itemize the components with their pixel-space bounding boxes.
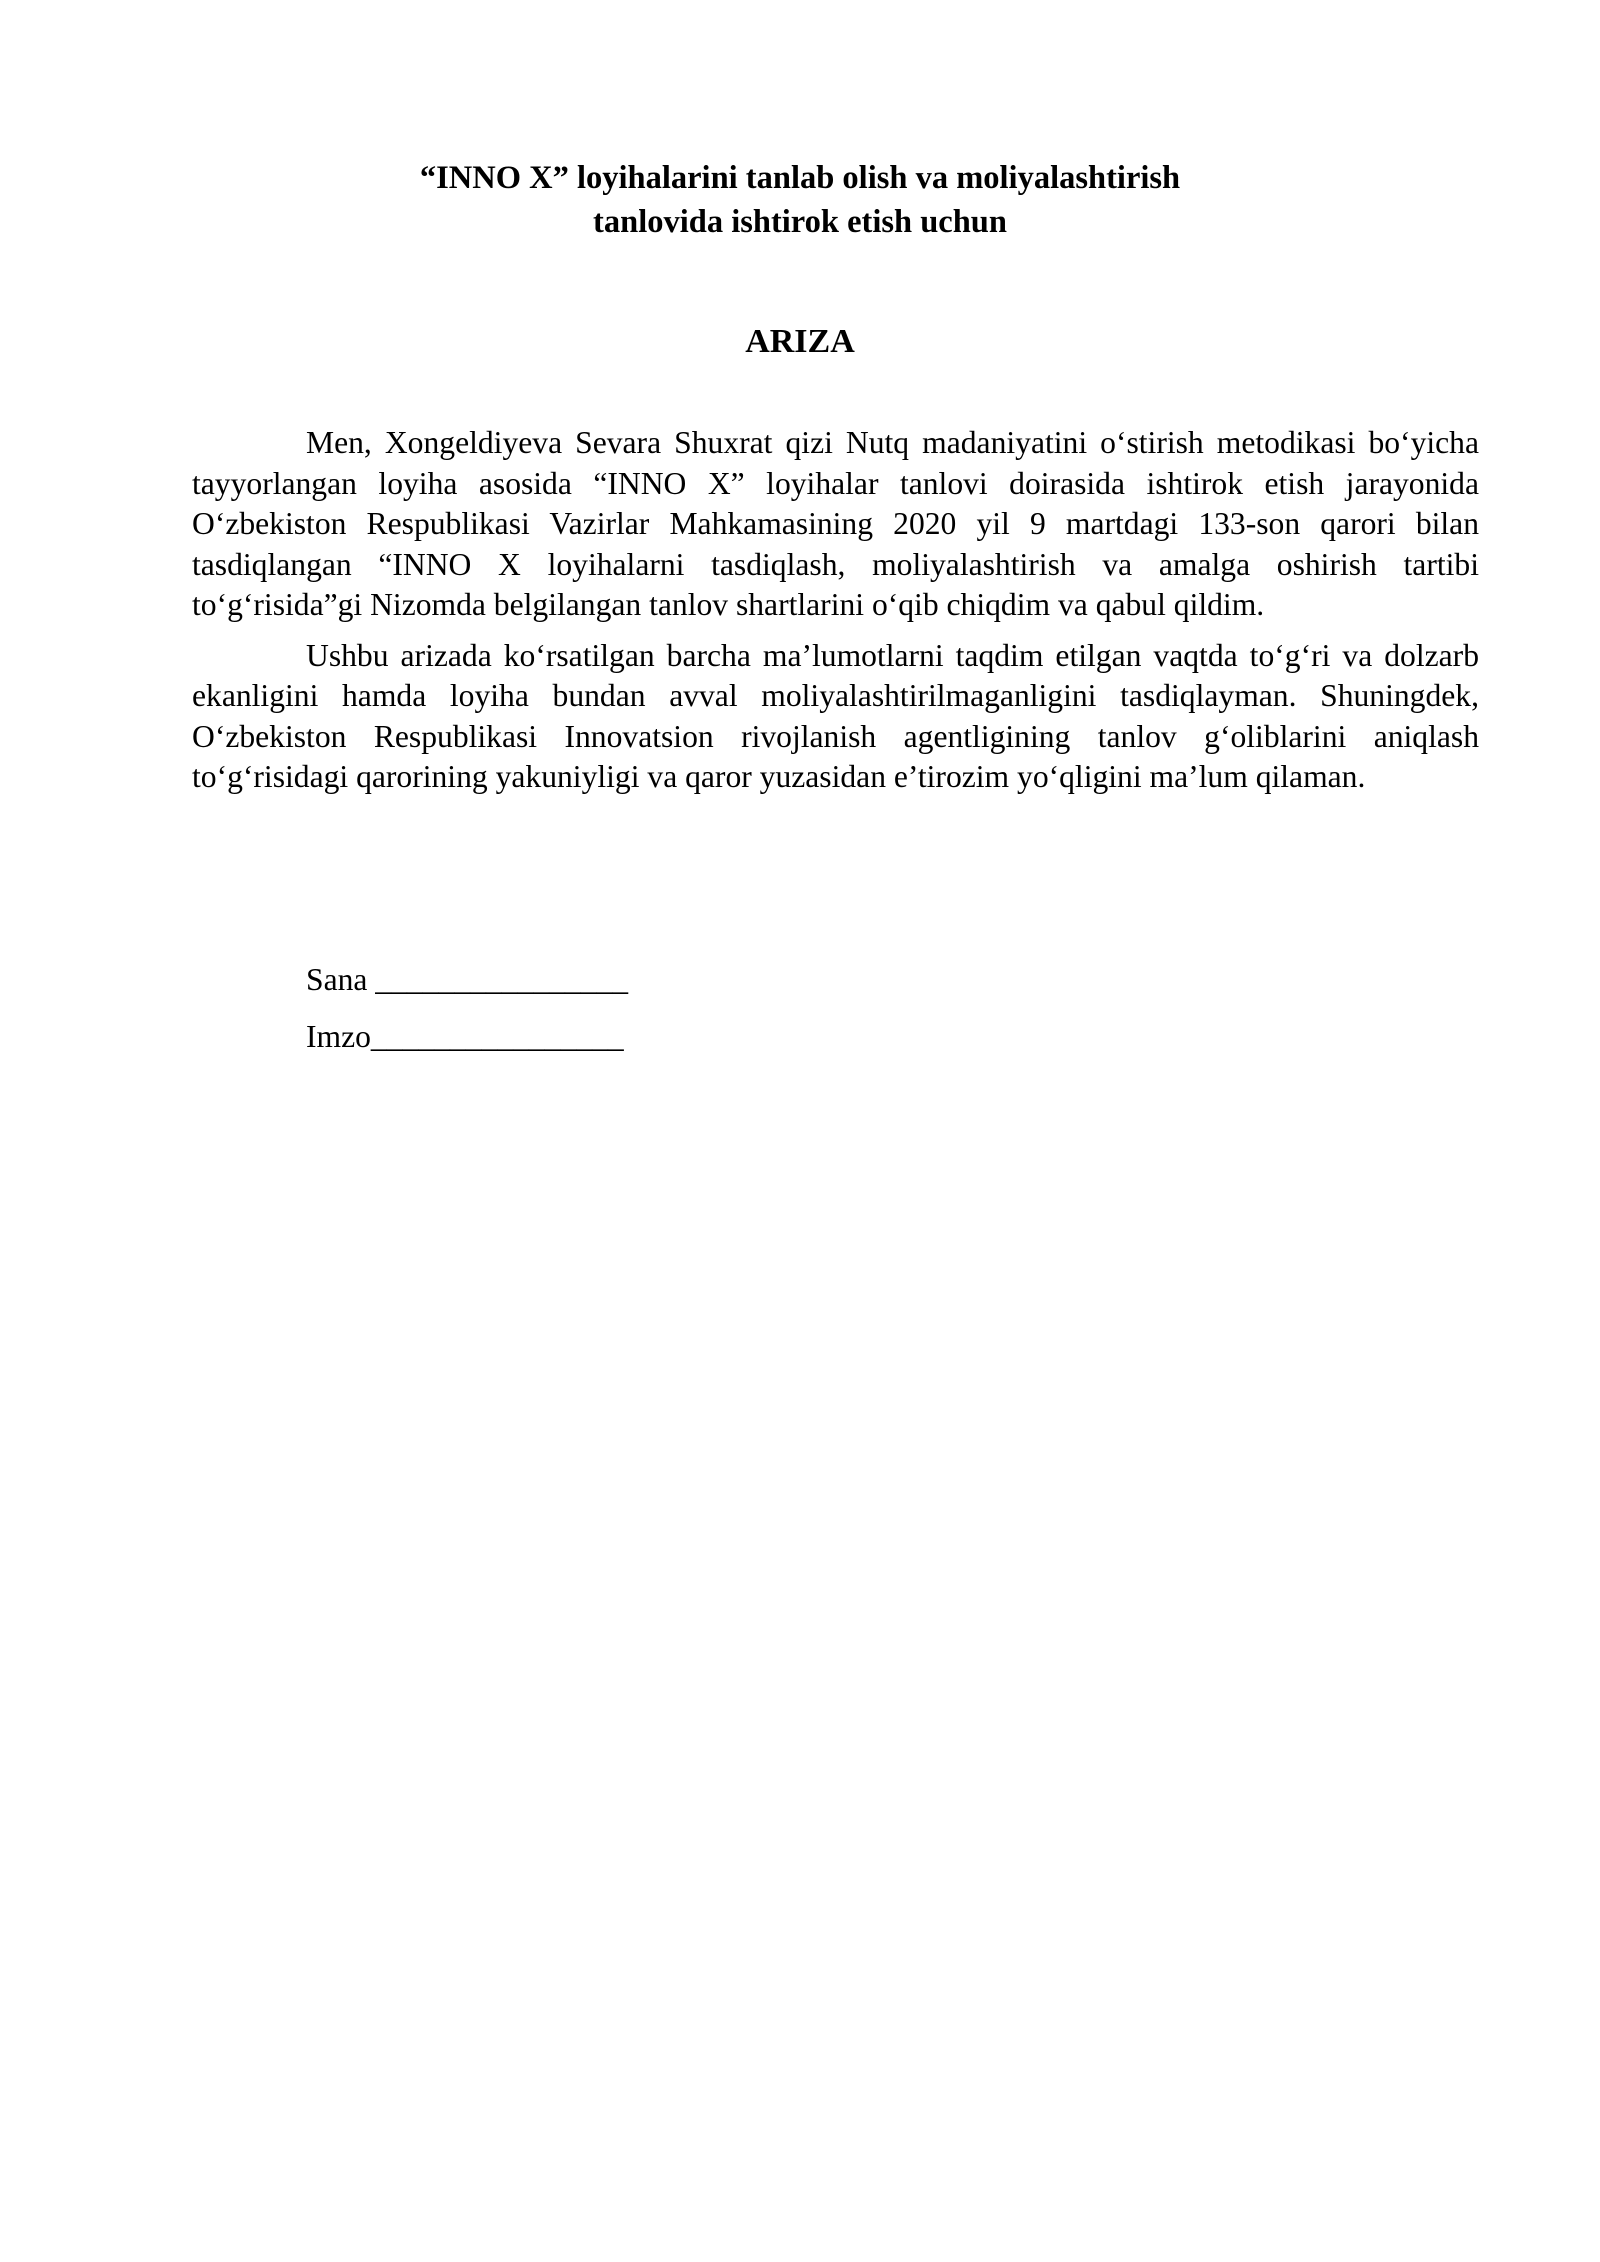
signature-block: [306, 960, 628, 1073]
signature-line: Imzo________________: [306, 1018, 624, 1054]
date-line: Sana ________________: [306, 962, 629, 997]
document-body: [192, 423, 1479, 808]
document-title: ARIZA: [745, 323, 855, 360]
body-paragraph-2: Ushbu arizada ko‘rsatilgan barcha ma’lumotlarni taqdim etilgan vaqtda to‘g‘ri va dolzarb ekanligini hamda loyiha bundan avval moliyalashtirilmaganligini tasdiqlayman. Shuningdek, O‘zbekiston Respublikasi Innovatsion rivojlanish agentligining tanlov g‘oliblarini aniqlash to‘g‘risidagi qarorining yakuniyligi va qaror yuzasidan e’tirozim yo‘qligini ma’lum qilaman.: [192, 637, 1479, 794]
heading-line-1: “INNO X” loyihalarini tanlab olish va moliyalashtirish: [419, 160, 1181, 196]
body-paragraph-1: Men, Xongeldiyeva Sevara Shuxrat qizi Nutq madaniyatini o‘stirish metodikasi bo‘yicha tayyorlangan loyiha asosida “INNO X” loyihalar tanlovi doirasida ishtirok etish jarayonida O‘zbekiston Respublikasi Vazirlar Mahkamasining 2020 yil 9 martdagi 133-son qarori bilan tasdiqlangan “INNO X loyihalarni tasdiqlash, moliyalashtirish va amalga oshirish tartibi to‘g‘risida”gi Nizomda belgilangan tanlov shartlarini o‘qib chiqdim va qabul qildim.: [192, 425, 1479, 622]
document-heading: [0, 156, 1600, 244]
heading-line-2: tanlovida ishtirok etish uchun: [593, 204, 1007, 240]
